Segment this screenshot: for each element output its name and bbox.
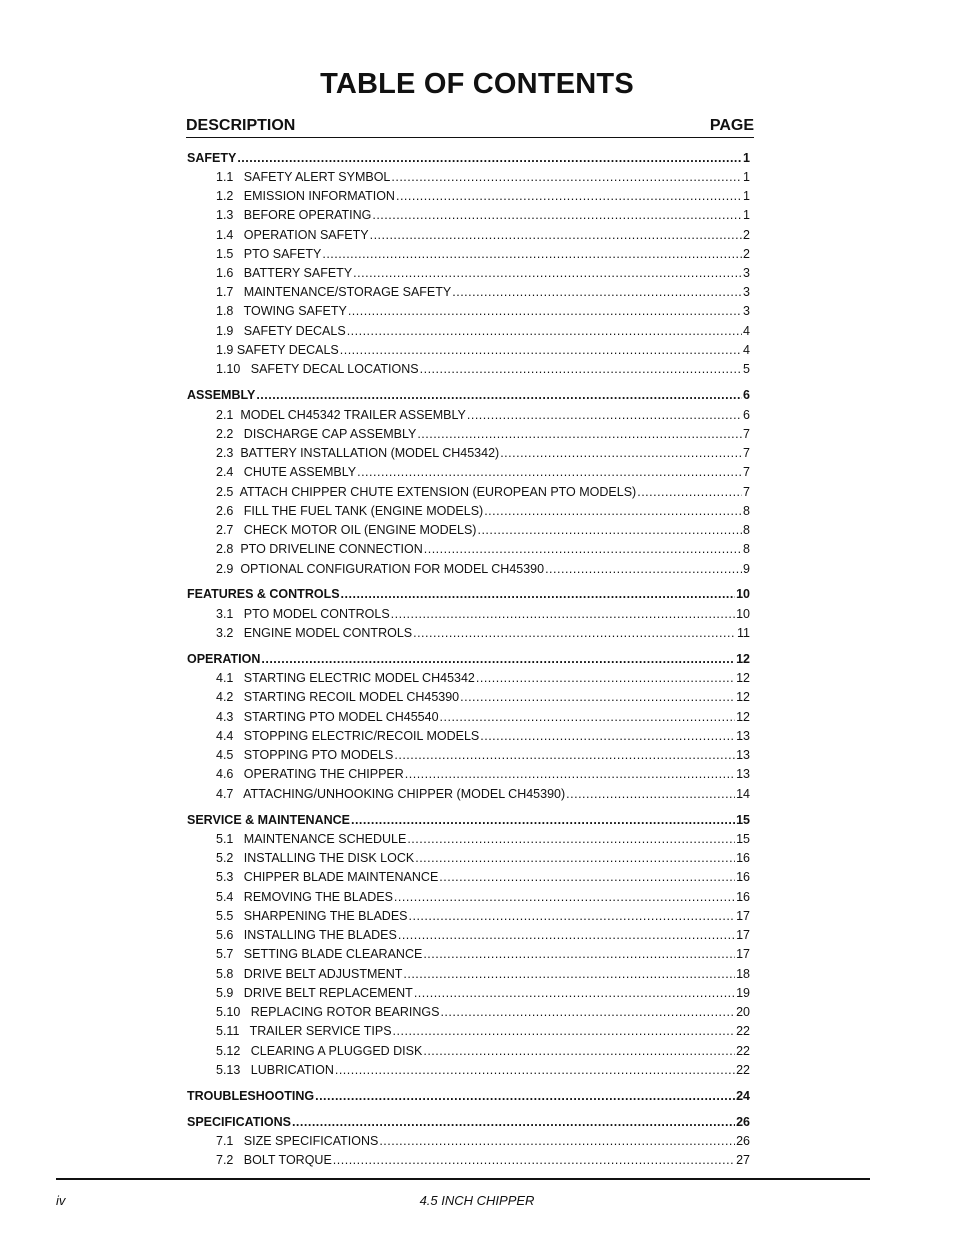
- toc-entry-page: 12: [736, 652, 750, 666]
- dot-leader: [372, 208, 742, 222]
- dot-leader: [391, 170, 742, 184]
- dot-leader: [500, 446, 742, 460]
- dot-leader: [315, 1089, 735, 1103]
- toc-section-entry: [187, 650, 750, 666]
- toc-subsection-entry: [187, 830, 750, 846]
- toc-entry-label: 4.3 STARTING PTO MODEL CH45540: [216, 710, 439, 724]
- footer-page-number: iv: [56, 1193, 66, 1208]
- toc-entry-label: 2.2 DISCHARGE CAP ASSEMBLY: [216, 427, 417, 441]
- toc-entry-label: 1.9 SAFETY DECALS: [216, 343, 339, 357]
- description-heading: DESCRIPTION: [186, 117, 296, 134]
- toc-entry-page: 5: [743, 362, 750, 376]
- toc-entry-label: 4.4 STOPPING ELECTRIC/RECOIL MODELS: [216, 729, 480, 743]
- toc-section-entry: [187, 811, 750, 827]
- toc-subsection-entry: [187, 868, 750, 884]
- toc-entry-label: 4.1 STARTING ELECTRIC MODEL CH45342: [216, 671, 475, 685]
- toc-entry-label: 5.6 INSTALLING THE BLADES: [216, 928, 397, 942]
- toc-entry-label: SPECIFICATIONS: [187, 1115, 291, 1129]
- toc-entry-page: 17: [736, 909, 750, 923]
- toc-entry-label: 1.9 SAFETY DECALS: [216, 324, 346, 338]
- toc-entry-label: 1.1 SAFETY ALERT SYMBOL: [216, 170, 391, 184]
- toc-entry-page: 1: [743, 151, 750, 165]
- toc-subsection-entry: [187, 521, 750, 537]
- toc-entry-page: 22: [736, 1063, 750, 1077]
- toc-subsection-entry: [187, 560, 750, 576]
- dot-leader: [476, 671, 735, 685]
- toc-entry-label: 3.1 PTO MODEL CONTROLS: [216, 607, 390, 621]
- toc-entry-page: 18: [736, 967, 750, 981]
- toc-entry-label: 2.4 CHUTE ASSEMBLY: [216, 465, 357, 479]
- toc-entry-page: 20: [736, 1005, 750, 1019]
- toc-subsection-entry: [187, 688, 750, 704]
- dot-leader: [353, 266, 742, 280]
- toc-entry-label: OPERATION: [187, 652, 261, 666]
- toc-entry-page: 16: [736, 851, 750, 865]
- toc-entry-label: TROUBLESHOOTING: [187, 1089, 315, 1103]
- dot-leader: [348, 304, 742, 318]
- toc-entry-page: 6: [743, 408, 750, 422]
- dot-leader: [417, 427, 742, 441]
- dot-leader: [261, 652, 735, 666]
- toc-entry-label: 5.8 DRIVE BELT ADJUSTMENT: [216, 967, 403, 981]
- toc-entry-label: 5.12 CLEARING A PLUGGED DISK: [216, 1044, 423, 1058]
- dot-leader: [407, 832, 735, 846]
- toc-entry-page: 3: [743, 285, 750, 299]
- toc-entry-label: ASSEMBLY: [187, 388, 256, 402]
- toc-subsection-entry: [187, 849, 750, 865]
- toc-subsection-entry: [187, 669, 750, 685]
- page-title: TABLE OF CONTENTS: [320, 68, 634, 100]
- toc-entry-page: 2: [743, 247, 750, 261]
- toc-entry-page: 10: [736, 607, 750, 621]
- dot-leader: [424, 542, 742, 556]
- toc-entry-page: 10: [736, 587, 750, 601]
- toc-subsection-entry: [187, 444, 750, 460]
- toc-entry-page: 19: [736, 986, 750, 1000]
- toc-entry-label: 1.5 PTO SAFETY: [216, 247, 322, 261]
- toc-entry-label: 2.7 CHECK MOTOR OIL (ENGINE MODELS): [216, 523, 477, 537]
- dot-leader: [340, 343, 742, 357]
- toc-section-entry: [187, 585, 750, 601]
- toc-subsection-entry: [187, 168, 750, 184]
- dot-leader: [423, 947, 735, 961]
- toc-entry-label: 2.6 FILL THE FUEL TANK (ENGINE MODELS): [216, 504, 484, 518]
- dot-leader: [545, 562, 742, 576]
- dot-leader: [237, 151, 742, 165]
- page-heading: PAGE: [709, 117, 754, 134]
- toc-entry-page: 3: [743, 266, 750, 280]
- dot-leader: [357, 465, 742, 479]
- toc-entry-label: 1.6 BATTERY SAFETY: [216, 266, 353, 280]
- dot-leader: [379, 1134, 735, 1148]
- toc-entry-page: 16: [736, 890, 750, 904]
- dot-leader: [394, 748, 735, 762]
- toc-entry-label: 4.6 OPERATING THE CHIPPER: [216, 767, 404, 781]
- toc-entry-label: 4.7 ATTACHING/UNHOOKING CHIPPER (MODEL CH45390): [216, 787, 566, 801]
- dot-leader: [484, 504, 742, 518]
- toc-subsection-entry: [187, 341, 750, 357]
- dot-leader: [322, 247, 742, 261]
- toc-entry-page: 15: [736, 813, 750, 827]
- toc-subsection-entry: [187, 463, 750, 479]
- dot-leader: [398, 928, 735, 942]
- toc-subsection-entry: [187, 605, 750, 621]
- dot-leader: [403, 967, 735, 981]
- toc-entry-page: 14: [736, 787, 750, 801]
- toc-entry-label: 7.1 SIZE SPECIFICATIONS: [216, 1134, 379, 1148]
- toc-entry-page: 13: [736, 748, 750, 762]
- dot-leader: [566, 787, 735, 801]
- toc-entry-page: 12: [736, 690, 750, 704]
- toc-subsection-entry: [187, 322, 750, 338]
- toc-subsection-entry: [187, 502, 750, 518]
- toc-subsection-entry: [187, 206, 750, 222]
- toc-section-entry: [187, 149, 750, 165]
- dot-leader: [480, 729, 735, 743]
- toc-entry-label: SAFETY: [187, 151, 237, 165]
- dot-leader: [415, 851, 735, 865]
- toc-entry-label: 2.9 OPTIONAL CONFIGURATION FOR MODEL CH45390: [216, 562, 545, 576]
- toc-subsection-entry: [187, 187, 750, 203]
- toc-entry-page: 11: [737, 626, 750, 640]
- toc-entry-label: 5.2 INSTALLING THE DISK LOCK: [216, 851, 415, 865]
- toc-entry-label: 5.4 REMOVING THE BLADES: [216, 890, 393, 904]
- toc-subsection-entry: [187, 945, 750, 961]
- toc-entry-page: 26: [736, 1134, 750, 1148]
- dot-leader: [409, 909, 736, 923]
- toc-entry-page: 13: [736, 767, 750, 781]
- toc-entry-page: 8: [743, 523, 750, 537]
- toc-entry-page: 7: [743, 465, 750, 479]
- toc-entry-page: 2: [743, 228, 750, 242]
- toc-list: [187, 0, 750, 1200]
- dot-leader: [333, 1153, 735, 1167]
- toc-subsection-entry: [187, 746, 750, 762]
- toc-entry-label: 5.5 SHARPENING THE BLADES: [216, 909, 408, 923]
- toc-entry-label: 1.3 BEFORE OPERATING: [216, 208, 372, 222]
- toc-entry-label: 7.2 BOLT TORQUE: [216, 1153, 332, 1167]
- toc-entry-page: 3: [743, 304, 750, 318]
- toc-subsection-entry: [187, 1132, 750, 1148]
- toc-subsection-entry: [187, 406, 750, 422]
- toc-entry-label: 5.7 SETTING BLADE CLEARANCE: [216, 947, 423, 961]
- dot-leader: [341, 587, 736, 601]
- dot-leader: [452, 285, 742, 299]
- toc-entry-page: 6: [743, 388, 750, 402]
- toc-entry-label: 5.10 REPLACING ROTOR BEARINGS: [216, 1005, 440, 1019]
- dot-leader: [335, 1063, 735, 1077]
- toc-subsection-entry: [187, 708, 750, 724]
- toc-entry-page: 27: [736, 1153, 750, 1167]
- toc-subsection-entry: [187, 984, 750, 1000]
- toc-entry-page: 17: [736, 947, 750, 961]
- toc-entry-label: 1.10 SAFETY DECAL LOCATIONS: [216, 362, 419, 376]
- toc-entry-label: FEATURES & CONTROLS: [187, 587, 340, 601]
- dot-leader: [460, 690, 735, 704]
- footer-doc-title: 4.5 INCH CHIPPER: [419, 1193, 535, 1208]
- toc-entry-page: 4: [743, 324, 750, 338]
- toc-entry-page: 9: [743, 562, 750, 576]
- toc-subsection-entry: [187, 226, 750, 242]
- toc-entry-label: 4.2 STARTING RECOIL MODEL CH45390: [216, 690, 460, 704]
- dot-leader: [292, 1115, 735, 1129]
- toc-entry-page: 13: [736, 729, 750, 743]
- toc-entry-page: 22: [736, 1024, 750, 1038]
- toc-entry-page: 1: [743, 208, 750, 222]
- dot-leader: [396, 189, 742, 203]
- dot-leader: [467, 408, 742, 422]
- dot-leader: [637, 485, 742, 499]
- toc-entry-page: 1: [743, 189, 750, 203]
- dot-leader: [256, 388, 742, 402]
- toc-entry-label: 1.4 OPERATION SAFETY: [216, 228, 369, 242]
- toc-entry-label: 2.3 BATTERY INSTALLATION (MODEL CH45342): [216, 446, 500, 460]
- dot-leader: [347, 324, 742, 338]
- dot-leader: [370, 228, 742, 242]
- dot-leader: [439, 870, 735, 884]
- toc-subsection-entry: [187, 264, 750, 280]
- dot-leader: [420, 362, 742, 376]
- toc-subsection-entry: [187, 425, 750, 441]
- toc-subsection-entry: [187, 245, 750, 261]
- toc-subsection-entry: [187, 1003, 750, 1019]
- toc-entry-label: 5.13 LUBRICATION: [216, 1063, 334, 1077]
- dot-leader: [393, 1024, 736, 1038]
- dot-leader: [477, 523, 742, 537]
- dot-leader: [414, 986, 735, 1000]
- toc-entry-label: 5.3 CHIPPER BLADE MAINTENANCE: [216, 870, 439, 884]
- toc-subsection-entry: [187, 483, 750, 499]
- toc-entry-label: 2.5 ATTACH CHIPPER CHUTE EXTENSION (EUROPEAN PTO MODELS): [216, 485, 637, 499]
- toc-entry-page: 8: [743, 542, 750, 556]
- toc-entry-page: 7: [743, 427, 750, 441]
- toc-entry-page: 22: [736, 1044, 750, 1058]
- toc-entry-label: 2.8 PTO DRIVELINE CONNECTION: [216, 542, 423, 556]
- toc-entry-label: 3.2 ENGINE MODEL CONTROLS: [216, 626, 413, 640]
- toc-section-entry: [187, 386, 750, 402]
- toc-subsection-entry: [187, 965, 750, 981]
- dot-leader: [351, 813, 735, 827]
- toc-entry-label: 5.9 DRIVE BELT REPLACEMENT: [216, 986, 413, 1000]
- toc-subsection-entry: [187, 765, 750, 781]
- toc-subsection-entry: [187, 1042, 750, 1058]
- toc-entry-label: 5.1 MAINTENANCE SCHEDULE: [216, 832, 407, 846]
- toc-entry-label: 1.7 MAINTENANCE/STORAGE SAFETY: [216, 285, 452, 299]
- dot-leader: [405, 767, 735, 781]
- toc-entry-page: 12: [736, 710, 750, 724]
- toc-entry-page: 16: [736, 870, 750, 884]
- toc-subsection-entry: [187, 727, 750, 743]
- toc-subsection-entry: [187, 302, 750, 318]
- toc-entry-page: 24: [736, 1089, 750, 1103]
- toc-section-entry: [187, 1113, 750, 1129]
- toc-entry-page: 17: [736, 928, 750, 942]
- toc-entry-page: 7: [743, 485, 750, 499]
- toc-entry-page: 15: [736, 832, 750, 846]
- dot-leader: [391, 607, 735, 621]
- toc-entry-page: 12: [736, 671, 750, 685]
- toc-entry-page: 26: [736, 1115, 750, 1129]
- toc-subsection-entry: [187, 283, 750, 299]
- toc-entry-label: 1.2 EMISSION INFORMATION: [216, 189, 395, 203]
- footer-rule: [56, 1178, 870, 1180]
- toc-subsection-entry: [187, 1061, 750, 1077]
- toc-subsection-entry: [187, 926, 750, 942]
- toc-subsection-entry: [187, 785, 750, 801]
- toc-entry-page: 1: [743, 170, 750, 184]
- toc-subsection-entry: [187, 540, 750, 556]
- dot-leader: [440, 710, 736, 724]
- dot-leader: [440, 1005, 735, 1019]
- toc-entry-page: 4: [743, 343, 750, 357]
- toc-subsection-entry: [187, 1151, 750, 1167]
- toc-subsection-entry: [187, 624, 750, 640]
- dot-leader: [394, 890, 735, 904]
- toc-subsection-entry: [187, 907, 750, 923]
- toc-subsection-entry: [187, 888, 750, 904]
- toc-entry-page: 8: [743, 504, 750, 518]
- toc-entry-label: 4.5 STOPPING PTO MODELS: [216, 748, 394, 762]
- toc-section-entry: [187, 1087, 750, 1103]
- toc-subsection-entry: [187, 1022, 750, 1038]
- toc-entry-page: 7: [743, 446, 750, 460]
- toc-entry-label: 5.11 TRAILER SERVICE TIPS: [216, 1024, 392, 1038]
- dot-leader: [423, 1044, 735, 1058]
- toc-entry-label: 1.8 TOWING SAFETY: [216, 304, 347, 318]
- toc-subsection-entry: [187, 360, 750, 376]
- dot-leader: [413, 626, 736, 640]
- toc-entry-label: SERVICE & MAINTENANCE: [187, 813, 350, 827]
- toc-entry-label: 2.1 MODEL CH45342 TRAILER ASSEMBLY: [216, 408, 466, 422]
